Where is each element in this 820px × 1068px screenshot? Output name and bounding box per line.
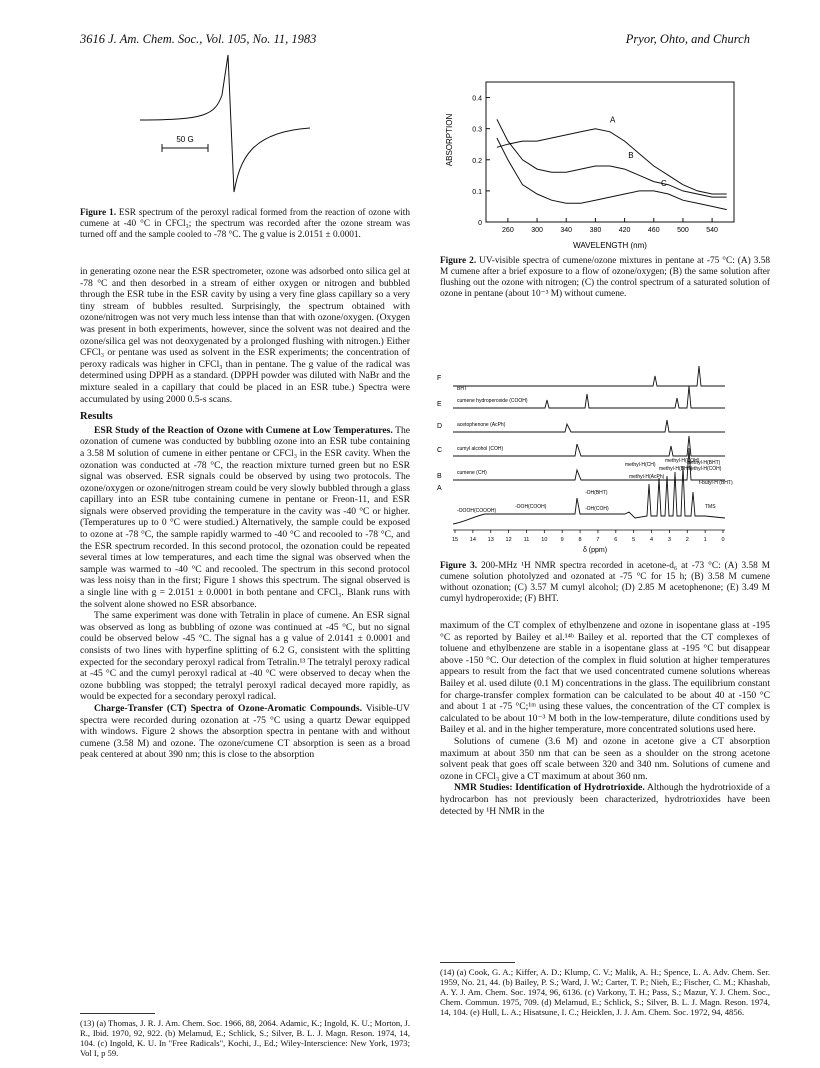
- x-tick-label: 500: [677, 227, 689, 234]
- right-column: [440, 620, 770, 817]
- compound-label: cumene (CH): [457, 470, 487, 476]
- series-label-A: A: [610, 115, 616, 125]
- series-line-C: [497, 138, 727, 210]
- figure3-nmr-spectra: [425, 366, 750, 556]
- peak-label: methyl·H(COH): [687, 466, 722, 472]
- paragraph: The same experiment was done with Tetralin in place of cumene. An ESR signal was observed as long as bubbling of ozone was continued at -45 °C, but no signal could be observed below -45 °C. The signal has a g value of 2.0141 ± 0.0001 and consists of two lines with hyperfine splitting of 6.2 G, consistent with the splitting expected for the secondary peroxyl radical from Tetralin.¹³ The tetralyl peroxy radical at -45 °C and the cumyl peroxyl radical at -40 °C were observed to decay when the ozone bubbling was stopped; the tetralyl peroxyl radical decayed more rapidly, as would be expected for a secondary peroxyl radical.: [80, 610, 410, 703]
- figure1-esr-spectrum: [110, 50, 410, 200]
- nmr-tick-label: 2: [685, 537, 689, 543]
- x-tick-label: 260: [502, 227, 514, 234]
- paragraph: NMR Studies: Identification of Hydrotrioxide. Although the hydrotrioxide of a hydrocarbon has not previously been characterized, hydrotrioxides have been detected by ¹H NMR in the: [440, 782, 771, 817]
- y-tick-label: 0.4: [472, 95, 482, 103]
- y-tick-label: 0.3: [472, 126, 482, 134]
- x-tick-label: 540: [706, 227, 718, 234]
- peak-label: methyl·H(CH): [625, 462, 656, 468]
- peak-label: -OOH(COOH): [515, 504, 547, 510]
- nmr-tick-label: 3: [667, 537, 671, 543]
- paragraph: ESR Study of the Reaction of Ozone with Cumene at Low Temperatures. The ozonation of cumene was conducted by bubbling ozone into an ESR tube containing a 3.58 M solution of cumene in either pentane or CFCl₃ in the ESR cavity. When the ozonation was conducted at -78 °C, the reaction mixture turned green but no ESR signal was observed. ESR signals could be observed by using two protocols. The ozone/oxygen or ozone/nitrogen stream could be very slowly bubbled through a glass capillary into an ESR tube containing cumene in pentane or Freon-11, and ESR signals were observed providing the temperature in the cavity was -40 °C or higher. (Temperatures up to 0 °C were studied.) Alternatively, the sample could be exposed to ozone at -78 °C, the sample rapidly warmed to -40 °C and recooled to -78 °C, and the ESR spectrum recorded. In this second protocol, the ozonation could be repeated several times at low temperatures, and each time the signal was observed when the sample was warmed to -40 °C and recooled. The spectrum in this second protocol was less noisy than in the first; Figure 1 shows this spectrum. The signal observed is a single line with g = 2.0151 ± 0.0001 in both pentane and CFCl₃. Blank runs with the solvent alone showed no ESR absorbance.: [80, 424, 410, 610]
- row-label: F: [437, 375, 442, 382]
- nmr-tick-label: 1: [703, 537, 707, 543]
- paragraph: maximum of the CT complex of ethylbenzene and ozone in isopentane glass at -195 °C as reported by Bailey et al.¹⁴ᵇ Bailey et al. reported that the CT complexes of toluene and ethylbenzene are stable in a isopentane glass at -195 °C but disappear above -150 °C. Our detection of the complex in fluid solution at higher temperatures appears to result from the fact that we used concentrated cumene solutions whereas Bailey et al. used dilute (0.1 M) concentrations in the glass. The equilibrium constant for charge-transfer complex formation can be calculated to be about 40 at -150 °C and about 1 at -75 °C;¹ᵐ using these values, the concentration of the CT complex is calculated to be about 10⁻³ M both in the low-temperature, dilute conditions used by Bailey et al. and in the higher temperature, more concentrated solutions used here.: [440, 620, 770, 736]
- figure2-caption: Figure 2. UV-visible spectra of cumene/ozone mixtures in pentane at -75 °C: (A) 3.58 M cumene after a brief exposure to a flow of ozone/oxygen; (B) the same solution after flushing out the ozone with nitrogen; (C) the control spectrum of a saturated solution of ozone in pentane (about 10⁻³ M) without cumene.: [440, 256, 770, 299]
- plot-frame: [486, 82, 734, 222]
- running-header-right: Pryor, Ohto, and Church: [625, 32, 750, 46]
- figure2-uv-chart: [440, 52, 750, 252]
- nmr-tick-label: 8: [578, 537, 582, 543]
- footnote-14: (14) (a) Cook, G. A.; Kiffer, A. D.; Klump, C. V.; Malik, A. H.; Spence, L. A. Adv. Chem. Ser. 1959, No. 21, 44. (b) Bailey, P. S.; Ward, J. W.; Carter, T. P.; Nieh, E.; Fischer, C. M.; Khashab, A. Y. J. Am. Chem. Soc. 1974, 96, 6136. (c) Varkony, T. H.; Pass, S.; Mazur, Y. J. Chem. Soc., Chem. Commun. 1975, 709. (d) Melamud, E.; Schlick, S.; Silver, B. L. J. Magn. Reson. 1974, 14, 104. (e) Hull, L. A.; Hisatsune, I. C.; Heicklen, J. J. Am. Chem. Soc. 1972, 94, 4856.: [440, 967, 770, 1017]
- x-tick-label: 340: [560, 227, 573, 234]
- series-label-C: C: [661, 179, 667, 189]
- results-heading: Results: [80, 411, 113, 423]
- row-label: D: [437, 423, 443, 430]
- y-tick-label: 0.1: [472, 188, 482, 196]
- peak-label: methyl·H(COH): [665, 458, 700, 464]
- nmr-tick-label: 14: [469, 537, 476, 543]
- nmr-axis-label: δ (ppm): [582, 547, 608, 554]
- peak-label: methyl·H(BHT): [687, 460, 721, 466]
- nmr-tick-label: 7: [596, 537, 600, 543]
- figure1-caption: Figure 1. ESR spectrum of the peroxyl radical formed from the reaction of ozone with cumene at -40 °C in CFCl₃; the spectrum was recorded after the ozone stream was turned off and the sample cooled to -78 °C. The g value is 2.0151 ± 0.0001.: [80, 208, 410, 240]
- nmr-tick-label: 10: [541, 537, 548, 543]
- figure3-caption: Figure 3. 200-MHz ¹H NMR spectra recorded in acetone-d₆ at -73 °C: (A) 3.58 M cumene solution photolyzed and ozonated at -75 °C for 15 h; (B) 3.58 M cumene without ozonation; (C) 3.57 M cumyl alcohol; (D) 2.85 M acetophenone; (E) 3.49 M cumyl hydroperoxide; (F) BHT.: [440, 561, 770, 604]
- row-label: B: [437, 473, 442, 480]
- footnote-13: (13) (a) Thomas, J. R. J. Am. Chem. Soc. 1966, 88, 2064. Adamic, K.; Ingold, K. U.; Morton, J. R., Ibid. 1970, 92, 922. (b) Melamud, E.; Schlick, S.; Silver, B. L. J. Magn. Reson. 1974, 14, 104. (c) Ingold, K. U. In "Free Radicals", Kochi, J., Ed.; Wiley-Interscience: New York, 1973; Vol I, p 59.: [80, 1018, 410, 1058]
- nmr-tick-label: 15: [451, 537, 459, 543]
- row-label: A: [437, 485, 442, 492]
- nmr-tick-label: 6: [614, 537, 618, 543]
- compound-label: cumyl alcohol (COH): [457, 446, 504, 452]
- nmr-tick-label: 4: [650, 537, 654, 543]
- y-axis-label: ABSORPTION: [445, 113, 454, 167]
- row-label: E: [437, 401, 442, 408]
- paragraph: in generating ozone near the ESR spectrometer, ozone was adsorbed onto silica gel at -78 °C and then desorbed in a stream of either oxygen or nitrogen and bubbled through the ESR tube in the ESR cavity by using a very fine glass capillary so a very tiny stream of bubbles resulted. Surprisingly, the spectrum obtained with ozone/nitrogen was not very much less intense than that with ozone/oxygen. (Oxygen was present in both experiments, however, since the solvent was not deaired and the ozone/silica gel was not deoxygenated by a prolonged flushing with nitrogen.) Either CFCl₃ or pentane was used as solvent in the ESR experiments; the concentration of peroxy radicals was higher in CFCl₃ than in pentane. The g value of the radical was determined using DPPH as a standard. (DPPH powder was diluted with NaBr and the mixture sealed in a capillary that could be placed in an ESR tube.) Spectra were accumulated by using 2000 0.5-s scans.: [80, 266, 410, 405]
- peak-label: TMS: [705, 504, 716, 510]
- series-line-A: [497, 129, 727, 194]
- row-label: C: [437, 447, 443, 454]
- compound-label: acetophenone (AcPh): [457, 422, 506, 428]
- peak-label: t-butyl·H (BHT): [699, 480, 733, 486]
- nmr-tick-label: 5: [632, 537, 636, 543]
- scale-label: 50 G: [176, 135, 194, 144]
- peak-label: methyl·H(AcPh): [629, 474, 665, 480]
- compound-label: BHT: [457, 386, 467, 392]
- series-label-B: B: [628, 151, 634, 161]
- paragraph: Solutions of cumene (3.6 M) and ozone in acetone give a CT absorption maximum at about 350 nm that can be seen as a shoulder on the strong acetone solvent peak that goes off scale between 320 and 340 nm. Solutions of cumene and ozone in CFCl₃ give a CT maximum at about 360 nm.: [440, 735, 770, 782]
- nmr-tick-label: 12: [505, 537, 512, 543]
- nmr-tick-label: 0: [721, 537, 725, 543]
- left-column: [80, 266, 410, 761]
- x-axis-label: WAVELENGTH (nm): [573, 241, 647, 250]
- x-tick-label: 420: [618, 227, 631, 234]
- paragraph: Charge-Transfer (CT) Spectra of Ozone-Aromatic Compounds. Visible-UV spectra were recorded during ozonation at -75 °C using a quartz Dewar equipped with windows. Figure 2 shows the absorption spectra in pentane with and without cumene (3.58 M) and ozone. The ozone/cumene CT absorption is seen as a broad peak centered at about 390 nm; this is close to the absorption: [80, 702, 410, 761]
- x-tick-label: 380: [589, 227, 602, 234]
- compound-label: cumene hydroperoxide (COOH): [457, 398, 528, 404]
- x-tick-label: 460: [647, 227, 660, 234]
- peak-label: -OH(COH): [585, 506, 609, 512]
- running-header-left: 3616 J. Am. Chem. Soc., Vol. 105, No. 11, 1983: [80, 32, 317, 46]
- y-tick-label: 0: [478, 220, 482, 227]
- nmr-tick-label: 9: [560, 537, 564, 543]
- series-line-B: [497, 119, 727, 197]
- peak-label: -OOOH(COOOH): [457, 508, 497, 514]
- peak-label: methyl·H(BHT): [659, 466, 693, 472]
- x-tick-label: 300: [531, 227, 543, 234]
- y-tick-label: 0.2: [472, 157, 482, 165]
- peak-label: -OH(BHT): [585, 490, 608, 496]
- nmr-tick-label: 13: [487, 537, 494, 543]
- nmr-tick-label: 11: [523, 537, 530, 543]
